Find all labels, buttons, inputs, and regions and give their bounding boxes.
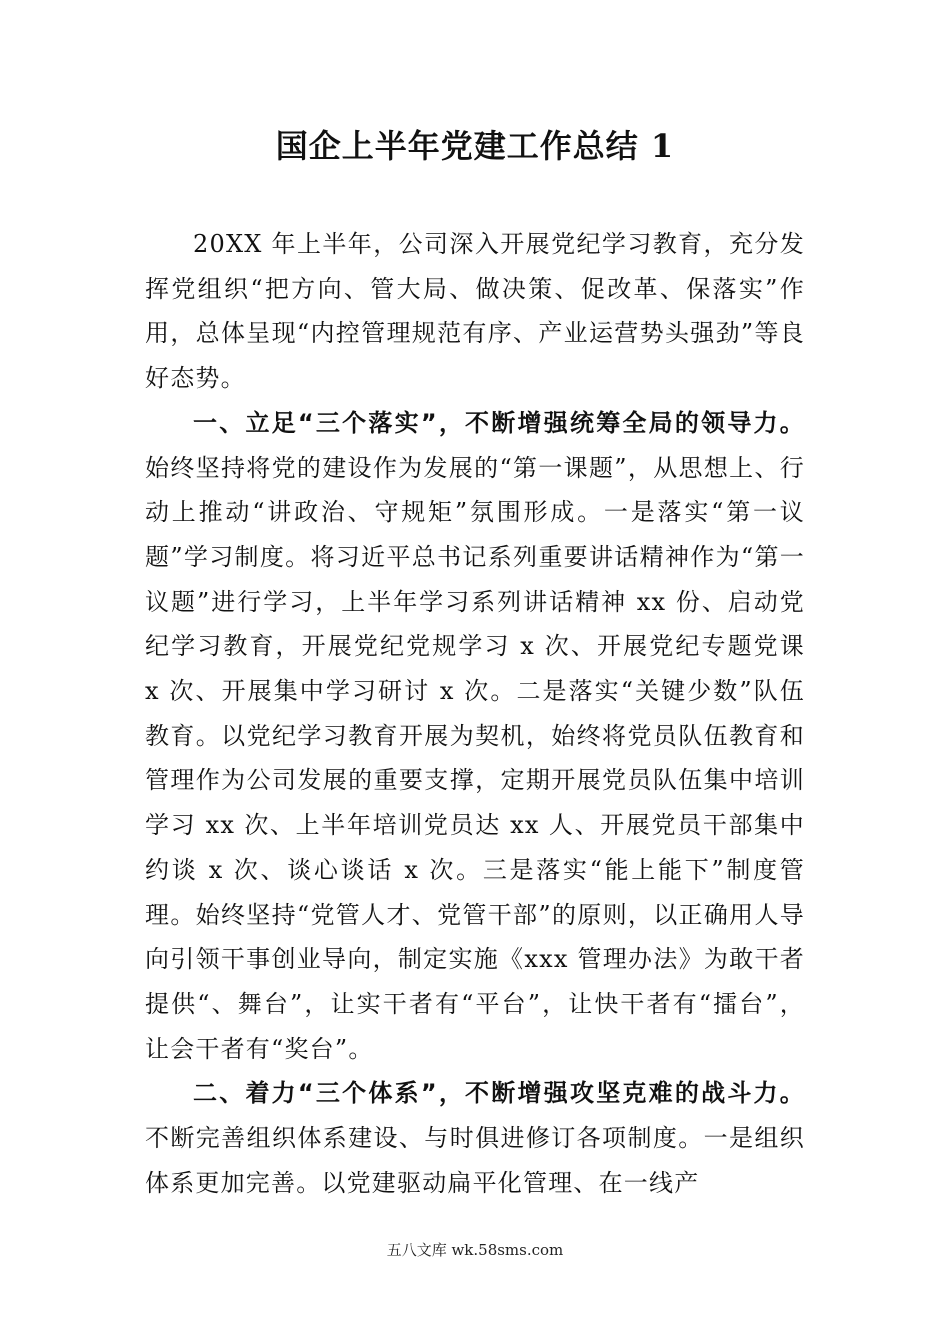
section-2-heading: 二、着力“三个体系”，不断增强攻坚克难的战斗力。 xyxy=(193,1079,805,1108)
intro-paragraph: 20XX 年上半年，公司深入开展党纪学习教育，充分发挥党组织“把方向、管大局、做决策、促改革、保落实”作用，总体呈现“内控管理规范有序、产业运营势头强劲”等良好态势。 xyxy=(145,230,805,393)
section-1-paragraph xyxy=(145,401,805,1072)
section-1-body: 始终坚持将党的建设作为发展的“第一课题”，从思想上、行动上推动“讲政治、守规矩”氛围形成。一是落实“第一议题”学习制度。将习近平总书记系列重要讲话精神作为“第一议题”进行学习，上半年学习系列讲话精神 xx 份、启动党纪学习教育，开展党纪党规学习 x 次、开展党纪专题党课 x 次、开展集中学习研讨 x 次。二是落实“关键少数”队伍教育。以党纪学习教育开展为契机，始终将党员队伍教育和管理作为公司发展的重要支撑，定期开展党员队伍集中培训学习 xx 次、上半年培训党员达 xx 人、开展党员干部集中约谈 x 次、谈心谈话 x 次。三是落实“能上能下”制度管理。始终坚持“党管人才、党管干部”的原则，以正确用人导向引领干事创业导向，制定实施《xxx 管理办法》为敢干者提供“、舞台”，让实干者有“平台”，让快干者有“擂台”，让会干者有“奖台”。 xyxy=(145,453,805,1063)
section-1-heading: 一、立足“三个落实”，不断增强统筹全局的领导力。 xyxy=(193,408,805,437)
document-body xyxy=(145,222,805,1205)
section-2-paragraph xyxy=(145,1071,805,1205)
footer-watermark: 五八文库 wk.58sms.com xyxy=(386,1241,564,1259)
document-title: 国企上半年党建工作总结 1 xyxy=(275,127,675,165)
section-2-body: 不断完善组织体系建设、与时俱进修订各项制度。一是组织体系更加完善。以党建驱动扁平化管理、在一线产 xyxy=(145,1124,805,1197)
